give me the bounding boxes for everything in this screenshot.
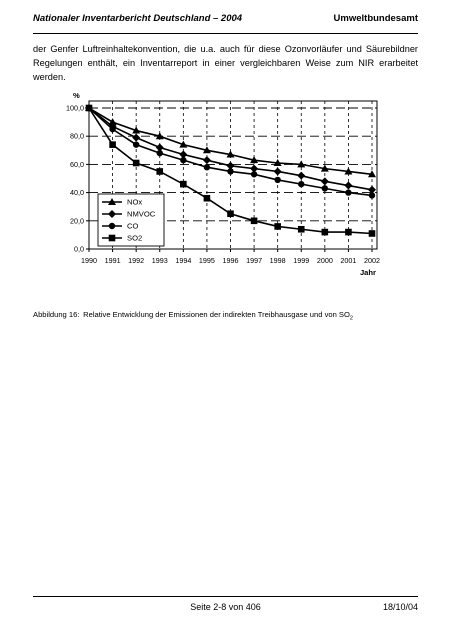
x-tick-label: 2000: [316, 256, 333, 265]
data-point-so2: [298, 226, 305, 233]
figure-caption: [33, 310, 423, 322]
data-point-nmvoc: [297, 172, 305, 180]
y-axis-label: %: [73, 91, 80, 100]
y-tick-label: 100,0: [66, 103, 84, 113]
legend-marker-co: [109, 223, 115, 229]
data-point-co: [227, 168, 233, 174]
data-point-nmvoc: [321, 177, 329, 185]
data-point-co: [369, 192, 375, 198]
data-point-nmvoc: [274, 167, 282, 175]
data-point-co: [133, 141, 139, 147]
data-point-so2: [180, 181, 187, 188]
data-point-so2: [109, 141, 116, 148]
x-tick-label: 1991: [104, 256, 121, 265]
footer-date: 18/10/04: [382, 602, 418, 612]
x-tick-label: 1999: [293, 256, 310, 265]
y-tick-label: 0,0: [74, 244, 84, 254]
data-point-so2: [369, 230, 376, 237]
page-footer: [33, 596, 418, 621]
x-axis-label: Jahr: [359, 268, 376, 277]
data-point-so2: [133, 160, 140, 167]
legend-label-co: CO: [127, 221, 139, 231]
data-point-nmvoc: [203, 156, 211, 164]
data-point-co: [109, 126, 115, 132]
body-paragraph: der Genfer Luftreinhaltekonvention, die u.a. auch für diese Ozonvorläufer und Säurebildner Regelungen enthält, ein Inventarreport in einer vergleichbaren Weise zum NIR erarbeitet werden.: [33, 44, 418, 82]
x-tick-label: 1990: [81, 256, 97, 265]
data-point-so2: [227, 210, 234, 217]
report-title: Nationaler Inventarbericht Deutschland – 2004: [33, 13, 243, 24]
page-number: Seite 2-8 von 406: [190, 602, 261, 612]
legend-marker-so2: [109, 235, 116, 242]
caption-text: Relative Entwicklung der Emissionen der indirekten Treibhausgase und von SO: [83, 310, 350, 319]
x-tick-label: 2002: [364, 256, 380, 265]
data-point-co: [298, 181, 304, 187]
data-point-so2: [156, 168, 163, 175]
y-tick-label: 60,0: [70, 159, 84, 169]
x-tick-label: 1994: [175, 256, 192, 265]
data-point-so2: [345, 229, 352, 236]
x-tick-label: 1995: [198, 256, 215, 265]
data-point-co: [180, 157, 186, 163]
legend-label-so2: SO2: [127, 233, 143, 243]
legend-label-nox: NOx: [127, 197, 143, 207]
legend-label-nmvoc: NMVOC: [127, 209, 156, 219]
data-point-co: [157, 150, 163, 156]
data-point-so2: [322, 229, 329, 236]
y-tick-label: 20,0: [70, 216, 84, 226]
data-point-so2: [251, 218, 258, 225]
data-point-co: [204, 164, 210, 170]
x-tick-label: 1992: [128, 256, 145, 265]
x-tick-label: 2001: [340, 256, 357, 265]
y-tick-label: 40,0: [70, 188, 84, 198]
data-point-co: [322, 185, 328, 191]
agency-name: Umweltbundesamt: [333, 13, 418, 24]
x-tick-label: 1998: [269, 256, 286, 265]
x-tick-label: 1996: [222, 256, 239, 265]
x-tick-label: 1997: [246, 256, 263, 265]
data-point-co: [345, 189, 351, 195]
data-point-nmvoc: [344, 182, 352, 190]
data-point-so2: [204, 195, 211, 202]
x-tick-label: 1993: [151, 256, 168, 265]
data-point-so2: [86, 105, 93, 112]
data-point-nmvoc: [132, 134, 140, 142]
data-point-co: [251, 171, 257, 177]
caption-subscript: 2: [349, 315, 353, 322]
caption-label: Abbildung 16:: [33, 310, 80, 319]
data-point-co: [274, 177, 280, 183]
data-point-so2: [274, 223, 281, 230]
y-tick-label: 80,0: [70, 131, 84, 141]
